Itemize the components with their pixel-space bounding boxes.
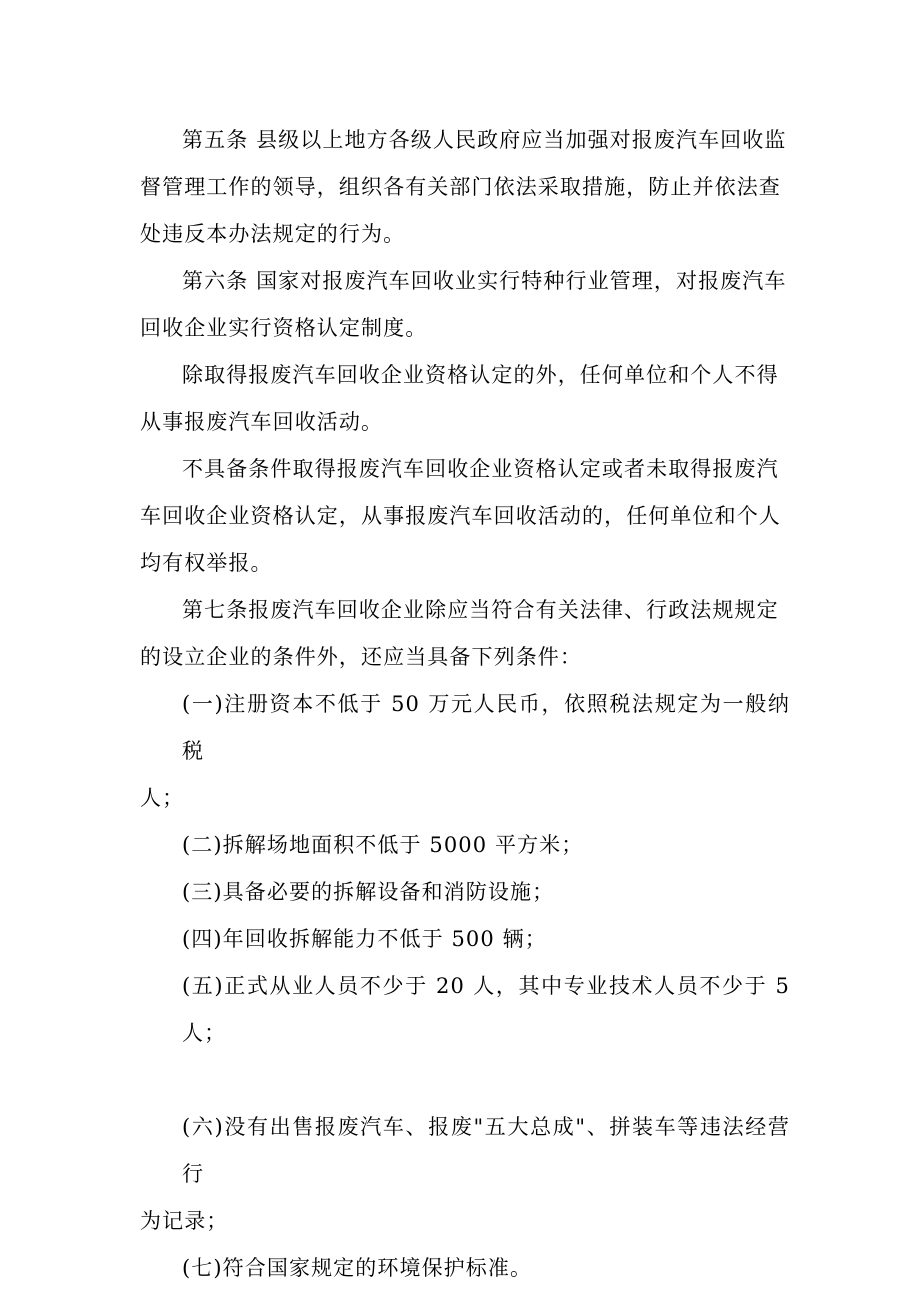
condition-item-3 bbox=[140, 869, 790, 916]
condition-item-7 bbox=[140, 1245, 790, 1292]
condition-item-6 bbox=[140, 1104, 790, 1245]
article-6-paragraph-2-line-2: 从事报废汽车回收活动。 bbox=[140, 410, 384, 434]
condition-item-1-line-2: 人； bbox=[140, 786, 185, 810]
article-6-paragraph-3 bbox=[140, 446, 790, 587]
article-5-line-1: 第五条 县级以上地方各级人民政府应当加强对报废汽车回收监 bbox=[182, 128, 787, 152]
condition-item-2 bbox=[140, 822, 790, 869]
article-6-paragraph-2-line-1: 除取得报废汽车回收企业资格认定的外，任何单位和个人不得 bbox=[182, 363, 779, 387]
article-5-line-3: 处违反本办法规定的行为。 bbox=[140, 222, 406, 246]
condition-item-3-line-1: (三)具备必要的拆解设备和消防设施； bbox=[182, 880, 555, 904]
condition-item-1 bbox=[140, 681, 790, 822]
condition-item-4-line-1: (四)年回收拆解能力不低于 500 辆； bbox=[182, 927, 547, 951]
condition-item-4 bbox=[140, 916, 790, 963]
article-7 bbox=[140, 587, 790, 681]
article-7-line-2: 的设立企业的条件外，还应当具备下列条件： bbox=[140, 645, 582, 669]
condition-item-6-line-2: 为记录； bbox=[140, 1209, 229, 1233]
condition-item-5 bbox=[140, 963, 790, 1057]
article-5 bbox=[140, 117, 790, 258]
article-6-paragraph-3-line-2: 车回收企业资格认定，从事报废汽车回收活动的，任何单位和个人 bbox=[140, 504, 781, 528]
article-6-line-2: 回收企业实行资格认定制度。 bbox=[140, 316, 428, 340]
condition-item-1-line-1: (一)注册资本不低于 50 万元人民币，依照税法规定为一般纳税 bbox=[182, 692, 790, 763]
condition-item-2-line-1: (二)拆解场地面积不低于 5000 平方米； bbox=[182, 833, 584, 857]
article-6-line-1: 第六条 国家对报废汽车回收业实行特种行业管理，对报废汽车 bbox=[182, 269, 787, 293]
condition-item-5-line-1: (五)正式从业人员不少于 20 人，其中专业技术人员不少于 5 人； bbox=[182, 974, 790, 1045]
article-6-paragraph-2 bbox=[140, 352, 790, 446]
article-6 bbox=[140, 258, 790, 352]
article-6-paragraph-3-line-1: 不具备条件取得报废汽车回收企业资格认定或者未取得报废汽 bbox=[182, 457, 779, 481]
condition-item-6-line-1: (六)没有出售报废汽车、报废"五大总成"、拼装车等违法经营行 bbox=[182, 1115, 790, 1186]
article-7-line-1: 第七条报废汽车回收企业除应当符合有关法律、行政法规规定 bbox=[182, 598, 779, 622]
article-5-line-2: 督管理工作的领导，组织各有关部门依法采取措施，防止并依法查 bbox=[140, 175, 781, 199]
article-6-paragraph-3-line-3: 均有权举报。 bbox=[140, 551, 273, 575]
blank-line bbox=[140, 1057, 790, 1104]
condition-item-7-line-1: (七)符合国家规定的环境保护标准。 bbox=[182, 1256, 533, 1280]
document-body bbox=[140, 117, 790, 1292]
